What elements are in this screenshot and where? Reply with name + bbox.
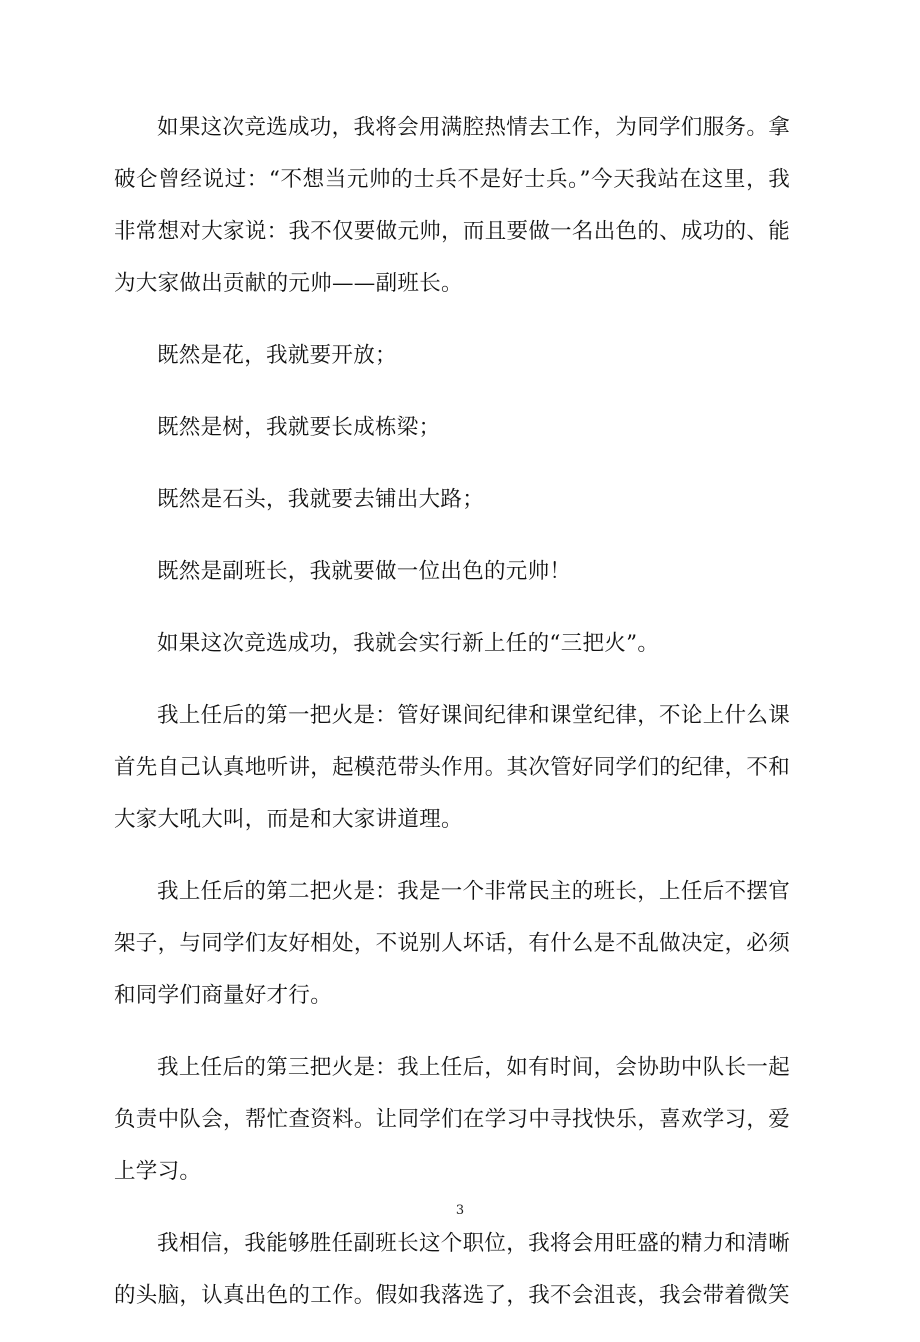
paragraph-first-fire: 我上任后的第一把火是：管好课间纪律和课堂纪律，不论上什么课首先自己认真地听讲，起模范带头作用。其次管好同学们的纪律，不和大家大吼大叫，而是和大家讲道理。 [114, 703, 790, 832]
document-body [114, 102, 790, 1342]
paragraph-vice-monitor: 既然是副班长，我就要做一位出色的元帅！ [157, 559, 572, 584]
paragraph-election-success: 如果这次竞选成功，我将会用满腔热情去工作，为同学们服务。拿破仑曾经说过：“不想当元帅的士兵不是好士兵。”今天我站在这里，我非常想对大家说：我不仅要做元帅，而且要做一名出色的、成功的、能为大家做出贡献的元帅——副班长。 [114, 115, 790, 296]
paragraph-confidence: 我相信，我能够胜任副班长这个职位，我将会用旺盛的精力和清晰的头脑，认真出色的工作。假如我落选了，我不会沮丧，我会带着微笑 [114, 1231, 790, 1308]
paragraph-flower: 既然是花，我就要开放； [157, 343, 397, 368]
paragraph-tree: 既然是树，我就要长成栋梁； [157, 415, 441, 440]
paragraph-three-fires-intro: 如果这次竞选成功，我就会实行新上任的“三把火”。 [157, 631, 660, 656]
page-number: 3 [455, 1203, 465, 1218]
paragraph-second-fire: 我上任后的第二把火是：我是一个非常民主的班长，上任后不摆官架子，与同学们友好相处，不说别人坏话，有什么是不乱做决定，必须和同学们商量好才行。 [114, 879, 790, 1008]
paragraph-stone: 既然是石头，我就要去铺出大路； [157, 487, 485, 512]
paragraph-third-fire: 我上任后的第三把火是：我上任后，如有时间，会协助中队长一起负责中队会，帮忙查资料。让同学们在学习中寻找快乐，喜欢学习，爱上学习。 [114, 1055, 790, 1184]
